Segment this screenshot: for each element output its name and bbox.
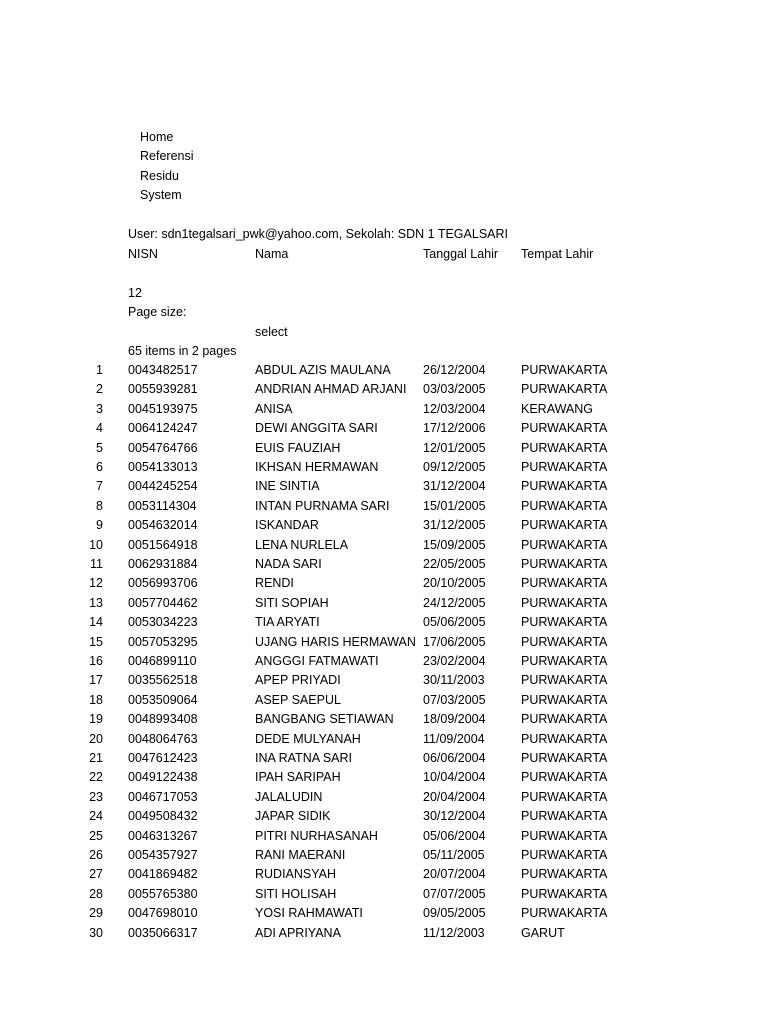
cell-nama: DEWI ANGGITA SARI [255, 421, 378, 436]
cell-tempat-lahir: KERAWANG [521, 401, 593, 416]
table-row [0, 440, 768, 459]
row-number: 10 [89, 537, 103, 552]
row-number: 22 [89, 770, 103, 785]
cell-nama: APEP PRIYADI [255, 673, 341, 688]
cell-nisn: 0057704462 [128, 595, 198, 610]
cell-nisn: 0035066317 [128, 925, 198, 940]
column-header-tanggal-lahir[interactable]: Tanggal Lahir [423, 247, 499, 261]
cell-tempat-lahir: PURWAKARTA [521, 440, 608, 455]
table-row [0, 537, 768, 556]
cell-nama: PITRI NURHASANAH [255, 828, 378, 843]
cell-tanggal-lahir: 06/06/2004 [423, 751, 486, 765]
row-number: 20 [89, 731, 103, 746]
cell-nama: INA RATNA SARI [255, 751, 353, 765]
table-row [0, 711, 768, 730]
cell-tanggal-lahir: 05/06/2004 [423, 828, 486, 843]
cell-tempat-lahir: PURWAKARTA [521, 595, 608, 610]
row-number: 21 [89, 751, 103, 765]
cell-nama: RENDI [255, 576, 294, 591]
cell-nama: INTAN PURNAMA SARI [255, 498, 390, 513]
table-row [0, 886, 768, 905]
table-row [0, 381, 768, 400]
cell-tanggal-lahir: 20/04/2004 [423, 789, 486, 804]
cell-nama: ANISA [255, 401, 293, 416]
cell-tanggal-lahir: 30/12/2004 [423, 809, 486, 824]
cell-nama: SITI SOPIAH [255, 595, 329, 610]
cell-tanggal-lahir: 31/12/2004 [423, 479, 486, 494]
row-number: 11 [90, 557, 103, 571]
table-row [0, 672, 768, 691]
cell-tanggal-lahir: 07/07/2005 [423, 886, 486, 901]
table-row [0, 614, 768, 633]
cell-tempat-lahir: PURWAKARTA [521, 363, 608, 377]
cell-tempat-lahir: PURWAKARTA [521, 634, 608, 649]
column-header-tempat-lahir[interactable]: Tempat Lahir [521, 247, 594, 261]
cell-nama: SITI HOLISAH [255, 886, 337, 901]
row-number: 26 [89, 848, 103, 862]
row-number: 3 [96, 401, 103, 416]
nav-system[interactable]: System [140, 188, 182, 202]
cell-nisn: 0064124247 [128, 421, 198, 436]
cell-tanggal-lahir: 05/06/2005 [423, 615, 486, 630]
row-number: 7 [96, 479, 103, 494]
cell-tanggal-lahir: 15/09/2005 [423, 537, 486, 552]
cell-tanggal-lahir: 18/09/2004 [423, 712, 486, 727]
cell-tanggal-lahir: 24/12/2005 [423, 595, 486, 610]
table-row [0, 789, 768, 808]
cell-tanggal-lahir: 22/05/2005 [423, 557, 486, 571]
cell-nama: LENA NURLELA [255, 537, 349, 552]
row-number: 19 [89, 712, 103, 727]
row-number: 5 [96, 440, 103, 455]
table-row [0, 517, 768, 536]
cell-nisn: 0055765380 [128, 886, 198, 901]
row-number: 24 [89, 809, 103, 824]
cell-tempat-lahir: PURWAKARTA [521, 479, 608, 494]
table-row [0, 808, 768, 827]
cell-nisn: 0047612423 [128, 751, 198, 765]
cell-nisn: 0054357927 [128, 848, 198, 862]
cell-nama: BANGBANG SETIAWAN [255, 712, 394, 727]
pager-page-links[interactable]: 12 [128, 286, 142, 300]
cell-nisn: 0056993706 [128, 576, 198, 591]
cell-nama: JAPAR SIDIK [255, 809, 331, 824]
cell-tanggal-lahir: 17/12/2006 [423, 421, 486, 436]
cell-tempat-lahir: PURWAKARTA [521, 906, 608, 921]
cell-tempat-lahir: PURWAKARTA [521, 518, 608, 533]
table-row [0, 925, 768, 944]
cell-tempat-lahir: PURWAKARTA [521, 770, 608, 785]
cell-nisn: 0051564918 [128, 537, 198, 552]
cell-tanggal-lahir: 26/12/2004 [423, 363, 486, 377]
row-number: 18 [89, 692, 103, 707]
cell-nama: ADI APRIYANA [255, 925, 341, 940]
cell-nama: RANI MAERANI [255, 848, 346, 862]
table-row [0, 769, 768, 788]
cell-tanggal-lahir: 15/01/2005 [423, 498, 486, 513]
cell-tanggal-lahir: 23/02/2004 [423, 654, 486, 668]
cell-nisn: 0062931884 [128, 557, 198, 571]
cell-tempat-lahir: PURWAKARTA [521, 809, 608, 824]
table-row [0, 828, 768, 847]
cell-nama: ISKANDAR [255, 518, 319, 533]
cell-nisn: 0049122438 [128, 770, 198, 785]
cell-nisn: 0055939281 [128, 382, 198, 397]
row-number: 4 [96, 421, 103, 436]
cell-nama: DEDE MULYANAH [255, 731, 361, 746]
table-row [0, 634, 768, 653]
page-size-select[interactable]: select [255, 325, 288, 339]
table-row [0, 575, 768, 594]
cell-nisn: 0053114304 [128, 498, 197, 513]
row-number: 25 [89, 828, 103, 843]
row-number: 28 [89, 886, 103, 901]
column-header-nama[interactable]: Nama [255, 247, 289, 261]
row-number: 12 [89, 576, 103, 591]
page-size-label: Page size: [128, 305, 187, 319]
cell-tanggal-lahir: 20/10/2005 [423, 576, 486, 591]
cell-nisn: 0053509064 [128, 692, 198, 707]
row-number: 1 [96, 363, 103, 377]
cell-nama: YOSI RAHMAWATI [255, 906, 363, 921]
cell-nama: ANDRIAN AHMAD ARJANI [255, 382, 407, 397]
row-number: 9 [96, 518, 103, 533]
table-row [0, 653, 768, 672]
table-row [0, 866, 768, 885]
cell-nama: ANGGGI FATMAWATI [255, 654, 379, 668]
cell-tanggal-lahir: 05/11/2005 [423, 848, 485, 862]
cell-tempat-lahir: PURWAKARTA [521, 460, 608, 474]
cell-tempat-lahir: PURWAKARTA [521, 731, 608, 746]
cell-tanggal-lahir: 09/05/2005 [423, 906, 486, 921]
table-row [0, 847, 768, 866]
cell-nisn: 0048993408 [128, 712, 198, 727]
pager-summary: 65 items in 2 pages [128, 344, 237, 358]
cell-tanggal-lahir: 12/01/2005 [423, 440, 486, 455]
cell-nisn: 0054133013 [128, 460, 198, 474]
cell-tempat-lahir: PURWAKARTA [521, 382, 608, 397]
user-info: User: sdn1tegalsari_pwk@yahoo.com, Sekolah: SDN 1 TEGALSARI [128, 227, 508, 241]
cell-nama: IKHSAN HERMAWAN [255, 460, 379, 474]
row-number: 30 [89, 925, 103, 940]
cell-nisn: 0044245254 [128, 479, 198, 494]
table-row [0, 905, 768, 924]
cell-nisn: 0054764766 [128, 440, 198, 455]
cell-tanggal-lahir: 30/11/2003 [423, 673, 485, 688]
cell-nama: ASEP SAEPUL [255, 692, 341, 707]
cell-nisn: 0053034223 [128, 615, 198, 630]
table-row [0, 750, 768, 769]
cell-nama: TIA ARYATI [255, 615, 320, 630]
row-number: 2 [96, 382, 103, 397]
cell-tanggal-lahir: 07/03/2005 [423, 692, 486, 707]
row-number: 8 [96, 498, 103, 513]
cell-tanggal-lahir: 09/12/2005 [423, 460, 486, 474]
cell-tanggal-lahir: 03/03/2005 [423, 382, 486, 397]
cell-tempat-lahir: PURWAKARTA [521, 828, 608, 843]
table-row [0, 556, 768, 575]
cell-nama: RUDIANSYAH [255, 867, 337, 882]
cell-nama: UJANG HARIS HERMAWAN [255, 634, 416, 649]
nav-referensi[interactable]: Referensi [140, 149, 194, 163]
cell-tempat-lahir: PURWAKARTA [521, 848, 608, 862]
cell-tempat-lahir: PURWAKARTA [521, 789, 608, 804]
table-row [0, 401, 768, 420]
column-header-nisn[interactable]: NISN [128, 247, 158, 261]
cell-tempat-lahir: GARUT [521, 925, 565, 940]
cell-nisn: 0041869482 [128, 867, 198, 882]
cell-tanggal-lahir: 12/03/2004 [423, 401, 486, 416]
cell-nisn: 0046313267 [128, 828, 198, 843]
cell-nama: EUIS FAUZIAH [255, 440, 341, 455]
cell-nisn: 0035562518 [128, 673, 198, 688]
nav-home[interactable]: Home [140, 130, 174, 144]
row-number: 15 [89, 634, 103, 649]
row-number: 14 [89, 615, 103, 630]
cell-nama: NADA SARI [255, 557, 322, 571]
cell-nisn: 0046899110 [128, 654, 197, 668]
cell-tempat-lahir: PURWAKARTA [521, 537, 608, 552]
cell-tanggal-lahir: 31/12/2005 [423, 518, 486, 533]
cell-nisn: 0046717053 [128, 789, 198, 804]
table-row [0, 420, 768, 439]
cell-tempat-lahir: PURWAKARTA [521, 692, 608, 707]
cell-nisn: 0048064763 [128, 731, 198, 746]
cell-tempat-lahir: PURWAKARTA [521, 712, 608, 727]
cell-tempat-lahir: PURWAKARTA [521, 886, 608, 901]
cell-nama: JALALUDIN [255, 789, 323, 804]
cell-tempat-lahir: PURWAKARTA [521, 498, 608, 513]
cell-tempat-lahir: PURWAKARTA [521, 557, 608, 571]
cell-tanggal-lahir: 10/04/2004 [423, 770, 486, 785]
cell-tempat-lahir: PURWAKARTA [521, 576, 608, 591]
cell-nisn: 0043482517 [128, 363, 198, 377]
cell-nisn: 0047698010 [128, 906, 198, 921]
cell-tanggal-lahir: 20/07/2004 [423, 867, 486, 882]
row-number: 23 [89, 789, 103, 804]
cell-tanggal-lahir: 11/09/2004 [423, 731, 485, 746]
cell-tempat-lahir: PURWAKARTA [521, 615, 608, 630]
table-row [0, 459, 768, 478]
table-row [0, 595, 768, 614]
nav-residu[interactable]: Residu [140, 169, 179, 183]
cell-nisn: 0054632014 [128, 518, 198, 533]
cell-tanggal-lahir: 17/06/2005 [423, 634, 486, 649]
cell-nisn: 0049508432 [128, 809, 198, 824]
table-row [0, 478, 768, 497]
row-number: 16 [89, 654, 103, 668]
cell-nama: INE SINTIA [255, 479, 320, 494]
cell-tempat-lahir: PURWAKARTA [521, 751, 608, 765]
row-number: 27 [89, 867, 103, 882]
cell-tempat-lahir: PURWAKARTA [521, 673, 608, 688]
table-row [0, 731, 768, 750]
row-number: 29 [89, 906, 103, 921]
cell-tanggal-lahir: 11/12/2003 [423, 925, 485, 940]
cell-tempat-lahir: PURWAKARTA [521, 654, 608, 668]
cell-nama: ABDUL AZIS MAULANA [255, 363, 391, 377]
row-number: 13 [89, 595, 103, 610]
cell-nisn: 0057053295 [128, 634, 198, 649]
table-row [0, 692, 768, 711]
row-number: 6 [96, 460, 103, 474]
row-number: 17 [89, 673, 103, 688]
cell-tempat-lahir: PURWAKARTA [521, 421, 608, 436]
cell-tempat-lahir: PURWAKARTA [521, 867, 608, 882]
table-row [0, 498, 768, 517]
cell-nisn: 0045193975 [128, 401, 198, 416]
table-row [0, 362, 768, 381]
cell-nama: IPAH SARIPAH [255, 770, 341, 785]
